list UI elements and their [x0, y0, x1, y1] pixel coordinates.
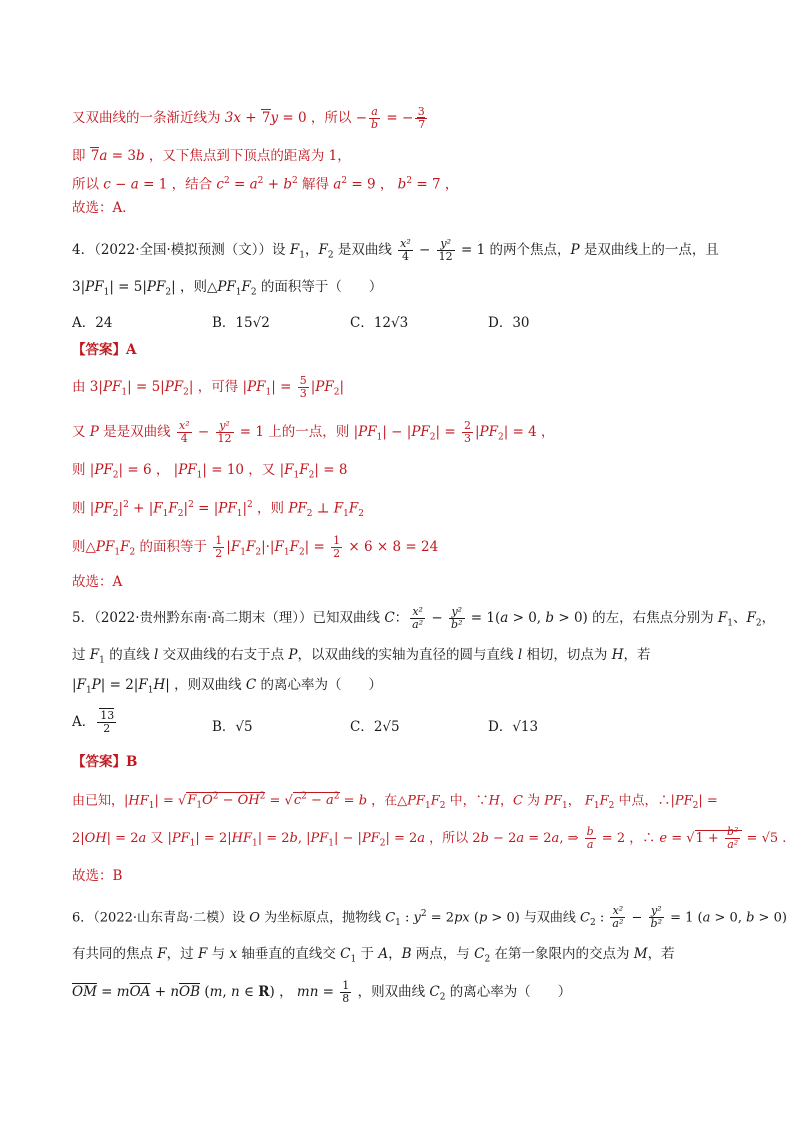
q4-step-1: 由 $3|PF_1| = 5|PF_2|$ ，可得 $|PF_1|$ = $\frac{5}{3}$ $|PF_2|$ — [72, 374, 345, 400]
q5-answer: 【答案】B — [72, 754, 138, 770]
q4-step-3: 则 $|PF_2| = 6$ ， $|PF_1| = 10$ ，又 $|F_1F_2| = 8$ — [72, 462, 348, 481]
q4-choice: 故选：A — [72, 574, 123, 590]
question-6-line-3: $\overline{OM} = m\overline{OA} + n\overline{OB}$ (m, n ∈ R) ， mn = $\frac{1}{8}$ ，则双曲线 $C_2$ 的离心率为（ ） — [72, 979, 572, 1005]
question-4-condition: $3|PF_1| = 5|PF_2|$ ，则$\triangle PF_1F_2$ 的面积等于（ ） — [72, 279, 383, 298]
question-5-line-3: $|F_1P| = 2|F_1H|$ ，则双曲线 C 的离心率为（ ） — [72, 677, 383, 696]
q4-step-5: 则$\triangle PF_1F_2$ 的面积等于 $\frac{1}{2}$ $|F_1F_2|\cdot|F_1F_2|$ = $\frac{1}{2}$ × 6 × 8 = 24 — [72, 534, 439, 560]
q5-step-2: 2|OH| = 2a 又 $|PF_1| = 2|HF_1| = 2b$, $|PF_1| - |PF_2| = 2a$ ，所以 2b − 2a = 2a, ⇒ $\frac{b}{a}$ = 2 ，∴ e = √1 + $\frac{\text{b²}}{\text{a²}}$ = √5 . — [72, 825, 787, 851]
q4-option-b: B．15√2 — [212, 315, 270, 331]
question-5-line-2: 过 $F_1$ 的直线 l 交双曲线的右支于点 P，以双曲线的实轴为直径的圆与直线 l 相切，切点为 H，若 — [72, 647, 651, 666]
q5-option-c: C．2√5 — [350, 719, 400, 735]
line-solve: 所以 c − a = 1 ，结合 $c^2 = a^2 + b^2$ 解得 $a^2 = 9$ ， $b^2 = 7$ ， — [72, 176, 459, 193]
q4-option-d: D．30 — [488, 315, 530, 331]
question-4-stem: 4．（2022·全国·模拟预测（文））设 $F_1$，$F_2$ 是双曲线 $\frac{\text{x²}}{4}$ − $\frac{\text{y²}}{12}$ = 1 的两个焦点，P 是双曲线上的一点，且 — [72, 237, 719, 263]
q4-step-4: 则 $|PF_2|^2 + |F_1F_2|^2 = |PF_1|^2$ ，则 $PF_2$ ⊥ $F_1F_2$ — [72, 500, 365, 520]
q4-option-a: A．24 — [72, 315, 113, 331]
q5-option-a: A． $\frac{13}{2}$ — [72, 709, 115, 735]
q4-answer: 【答案】A — [72, 342, 137, 358]
q4-step-2: 又 P 是是双曲线 $\frac{\text{x²}}{4}$ − $\frac{\text{y²}}{12}$ = 1 上的一点，则 $|PF_1| - |PF_2|$ = $\frac{2}{3}$ $|PF_2| = 4$ ， — [72, 419, 555, 445]
line-asymptote: 又双曲线的一条渐近线为 3x + 7y = 0 ，所以 − $\frac{a}{b}$ = − $\frac{3}{7}$ — [72, 105, 426, 131]
q5-option-b: B．√5 — [212, 719, 253, 735]
q5-option-d: D．√13 — [488, 719, 539, 735]
question-5-stem: 5．（2022·贵州黔东南·高二期末（理））已知双曲线 C： $\frac{\text{x²}}{\text{a²}}$ − $\frac{\text{y²}}{\text{b²}}$ = 1(a > 0, b > 0) 的左，右焦点分别为 $F_1$、$F_2$， — [72, 605, 776, 631]
line-sqrt7a: 即 7a = 3b ，又下焦点到下顶点的距离为 1， — [72, 148, 351, 164]
line-choice-a: 故选：A． — [72, 200, 136, 216]
q4-option-c: C．12√3 — [350, 315, 409, 331]
q5-step-1: 由已知，$|HF_1| = √F_1O^2 - OH^2 = √c^2 - a^2 = b$ ，在$\triangle PF_1F_2$ 中，∵H，C 为 $PF_1$， $F_1F_2$ 中点，$\therefore|PF_2|$ = — [72, 792, 718, 811]
q5-choice: 故选：B — [72, 868, 123, 884]
question-6-line-2: 有共同的焦点 F，过 F 与 x 轴垂直的直线交 $C_1$ 于 A，B 两点，与 $C_2$ 在第一象限内的交点为 M，若 — [72, 946, 675, 965]
question-6-stem: 6．（2022·山东青岛·二模）设 O 为坐标原点，抛物线 $C_1$ : $y^2 = 2px$ (p > 0) 与双曲线 $C_2$ : $\frac{\text{x²}}{\text{a²}}$ − $\frac{\text{y²}}{\text{b²}}$ = 1 (a > 0, b > 0) — [72, 904, 787, 931]
